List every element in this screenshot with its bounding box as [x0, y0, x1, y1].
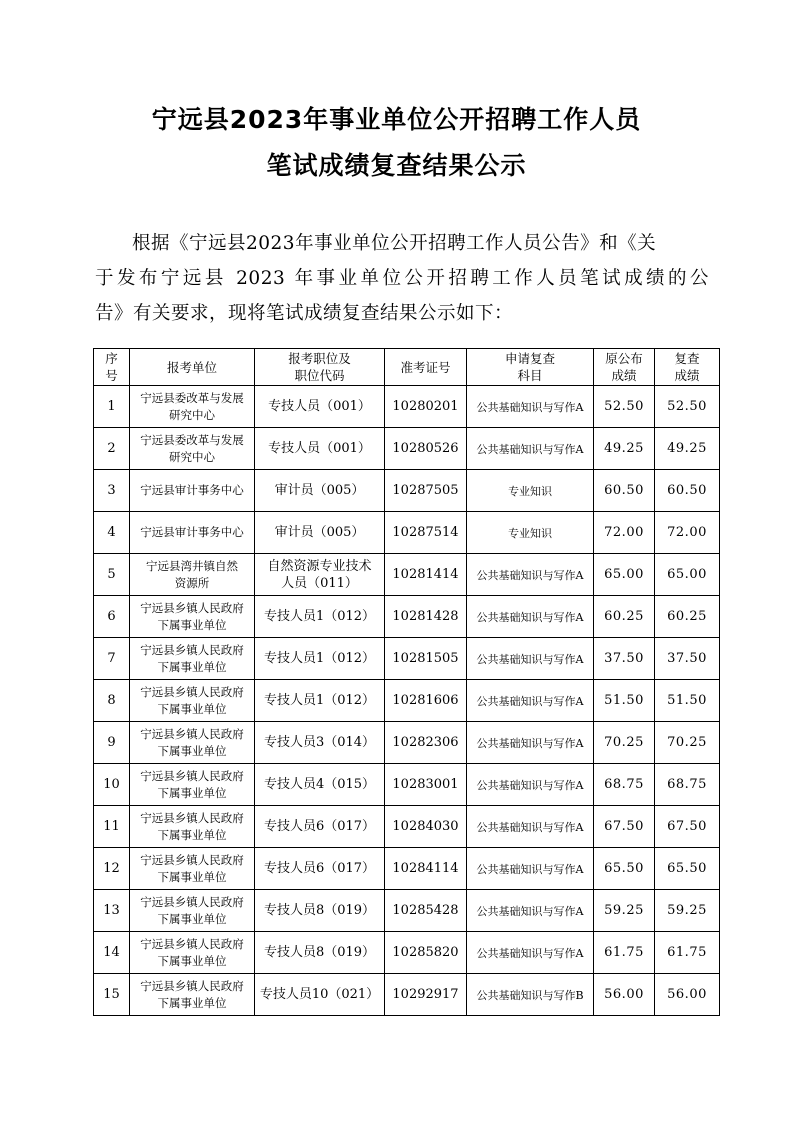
cell-original-score: 65.00 [594, 554, 655, 596]
cell-unit: 宁远县乡镇人民政府 下属事业单位 [130, 680, 255, 722]
cell-unit: 宁远县审计事务中心 [130, 512, 255, 554]
header-subject: 申请复查 科目 [467, 349, 594, 386]
cell-review-score: 67.50 [655, 806, 720, 848]
header-no: 序 号 [94, 349, 130, 386]
cell-subject: 公共基础知识与写作A [467, 638, 594, 680]
cell-unit: 宁远县乡镇人民政府 下属事业单位 [130, 932, 255, 974]
cell-original-score: 72.00 [594, 512, 655, 554]
table-row [94, 890, 720, 932]
document-title-line-1: 宁远县2023年事业单位公开招聘工作人员 [151, 105, 642, 134]
cell-subject: 公共基础知识与写作A [467, 428, 594, 470]
table-row [94, 638, 720, 680]
cell-subject: 公共基础知识与写作A [467, 890, 594, 932]
table-row [94, 554, 720, 596]
cell-review-score: 68.75 [655, 764, 720, 806]
intro-line-2: 于发布宁远县 2023 年事业单位公开招聘工作人员笔试成绩的公 [95, 268, 709, 289]
cell-review-score: 51.50 [655, 680, 720, 722]
cell-subject: 公共基础知识与写作B [467, 974, 594, 1016]
cell-position: 专技人员1（012） [255, 596, 385, 638]
cell-unit: 宁远县乡镇人民政府 下属事业单位 [130, 806, 255, 848]
table-row [94, 512, 720, 554]
cell-subject: 公共基础知识与写作A [467, 848, 594, 890]
cell-subject: 公共基础知识与写作A [467, 722, 594, 764]
intro-paragraph [95, 226, 709, 331]
cell-unit: 宁远县委改革与发展 研究中心 [130, 386, 255, 428]
cell-unit: 宁远县乡镇人民政府 下属事业单位 [130, 890, 255, 932]
cell-position: 专技人员6（017） [255, 806, 385, 848]
cell-review-score: 56.00 [655, 974, 720, 1016]
cell-subject: 专业知识 [467, 512, 594, 554]
cell-position: 专技人员1（012） [255, 638, 385, 680]
document-title-line-2: 笔试成绩复查结果公示 [266, 151, 527, 180]
cell-exam-id: 10287514 [385, 512, 467, 554]
cell-review-score: 52.50 [655, 386, 720, 428]
cell-unit: 宁远县乡镇人民政府 下属事业单位 [130, 848, 255, 890]
cell-position: 专技人员（001） [255, 428, 385, 470]
cell-unit: 宁远县乡镇人民政府 下属事业单位 [130, 764, 255, 806]
header-unit: 报考单位 [130, 349, 255, 386]
cell-position: 专技人员10（021） [255, 974, 385, 1016]
table-header-row [94, 349, 720, 386]
cell-original-score: 65.50 [594, 848, 655, 890]
cell-position: 专技人员6（017） [255, 848, 385, 890]
cell-position: 自然资源专业技术 人员（011） [255, 554, 385, 596]
cell-exam-id: 10287505 [385, 470, 467, 512]
cell-position: 审计员（005） [255, 512, 385, 554]
cell-unit: 宁远县乡镇人民政府 下属事业单位 [130, 974, 255, 1016]
header-exam-id: 准考证号 [385, 349, 467, 386]
cell-exam-id: 10285428 [385, 890, 467, 932]
table-row [94, 806, 720, 848]
cell-unit: 宁远县委改革与发展 研究中心 [130, 428, 255, 470]
cell-subject: 专业知识 [467, 470, 594, 512]
cell-review-score: 60.25 [655, 596, 720, 638]
cell-position: 专技人员1（012） [255, 680, 385, 722]
cell-unit: 宁远县乡镇人民政府 下属事业单位 [130, 596, 255, 638]
cell-original-score: 60.50 [594, 470, 655, 512]
intro-line-3: 告》有关要求，现将笔试成绩复查结果公示如下： [95, 303, 514, 324]
cell-exam-id: 10280526 [385, 428, 467, 470]
cell-no: 5 [94, 554, 130, 596]
cell-position: 专技人员8（019） [255, 932, 385, 974]
cell-subject: 公共基础知识与写作A [467, 596, 594, 638]
cell-original-score: 61.75 [594, 932, 655, 974]
cell-no: 3 [94, 470, 130, 512]
table-row [94, 974, 720, 1016]
table-row [94, 596, 720, 638]
cell-review-score: 61.75 [655, 932, 720, 974]
cell-original-score: 70.25 [594, 722, 655, 764]
cell-exam-id: 10285820 [385, 932, 467, 974]
cell-subject: 公共基础知识与写作A [467, 764, 594, 806]
cell-no: 11 [94, 806, 130, 848]
cell-unit: 宁远县湾井镇自然 资源所 [130, 554, 255, 596]
cell-exam-id: 10281606 [385, 680, 467, 722]
cell-no: 13 [94, 890, 130, 932]
cell-subject: 公共基础知识与写作A [467, 554, 594, 596]
table-row [94, 470, 720, 512]
cell-position: 专技人员3（014） [255, 722, 385, 764]
table-row [94, 932, 720, 974]
cell-no: 7 [94, 638, 130, 680]
cell-review-score: 65.50 [655, 848, 720, 890]
cell-subject: 公共基础知识与写作A [467, 932, 594, 974]
header-original-score: 原公布 成绩 [594, 349, 655, 386]
cell-original-score: 37.50 [594, 638, 655, 680]
cell-subject: 公共基础知识与写作A [467, 386, 594, 428]
header-review-score: 复查 成绩 [655, 349, 720, 386]
cell-exam-id: 10281505 [385, 638, 467, 680]
table-row [94, 386, 720, 428]
cell-position: 专技人员（001） [255, 386, 385, 428]
cell-unit: 宁远县审计事务中心 [130, 470, 255, 512]
cell-subject: 公共基础知识与写作A [467, 806, 594, 848]
cell-original-score: 59.25 [594, 890, 655, 932]
cell-exam-id: 10284114 [385, 848, 467, 890]
cell-no: 12 [94, 848, 130, 890]
cell-position: 专技人员4（015） [255, 764, 385, 806]
cell-exam-id: 10281414 [385, 554, 467, 596]
cell-exam-id: 10292917 [385, 974, 467, 1016]
cell-exam-id: 10284030 [385, 806, 467, 848]
cell-unit: 宁远县乡镇人民政府 下属事业单位 [130, 638, 255, 680]
cell-exam-id: 10281428 [385, 596, 467, 638]
cell-subject: 公共基础知识与写作A [467, 680, 594, 722]
table-row [94, 680, 720, 722]
cell-original-score: 56.00 [594, 974, 655, 1016]
cell-no: 9 [94, 722, 130, 764]
cell-review-score: 59.25 [655, 890, 720, 932]
cell-review-score: 70.25 [655, 722, 720, 764]
cell-original-score: 49.25 [594, 428, 655, 470]
cell-no: 15 [94, 974, 130, 1016]
cell-review-score: 49.25 [655, 428, 720, 470]
cell-position: 审计员（005） [255, 470, 385, 512]
cell-unit: 宁远县乡镇人民政府 下属事业单位 [130, 722, 255, 764]
cell-review-score: 37.50 [655, 638, 720, 680]
header-position: 报考职位及 职位代码 [255, 349, 385, 386]
cell-no: 10 [94, 764, 130, 806]
cell-review-score: 72.00 [655, 512, 720, 554]
results-table [93, 348, 720, 1016]
cell-original-score: 60.25 [594, 596, 655, 638]
cell-review-score: 65.00 [655, 554, 720, 596]
table-row [94, 722, 720, 764]
cell-exam-id: 10282306 [385, 722, 467, 764]
cell-position: 专技人员8（019） [255, 890, 385, 932]
table-row [94, 428, 720, 470]
cell-original-score: 67.50 [594, 806, 655, 848]
cell-exam-id: 10280201 [385, 386, 467, 428]
cell-no: 4 [94, 512, 130, 554]
cell-no: 8 [94, 680, 130, 722]
cell-exam-id: 10283001 [385, 764, 467, 806]
cell-original-score: 52.50 [594, 386, 655, 428]
cell-no: 1 [94, 386, 130, 428]
cell-review-score: 60.50 [655, 470, 720, 512]
table-row [94, 764, 720, 806]
cell-original-score: 68.75 [594, 764, 655, 806]
cell-no: 2 [94, 428, 130, 470]
cell-original-score: 51.50 [594, 680, 655, 722]
cell-no: 6 [94, 596, 130, 638]
intro-line-1: 根据《宁远县2023年事业单位公开招聘工作人员公告》和《关 [132, 233, 657, 254]
cell-no: 14 [94, 932, 130, 974]
table-row [94, 848, 720, 890]
